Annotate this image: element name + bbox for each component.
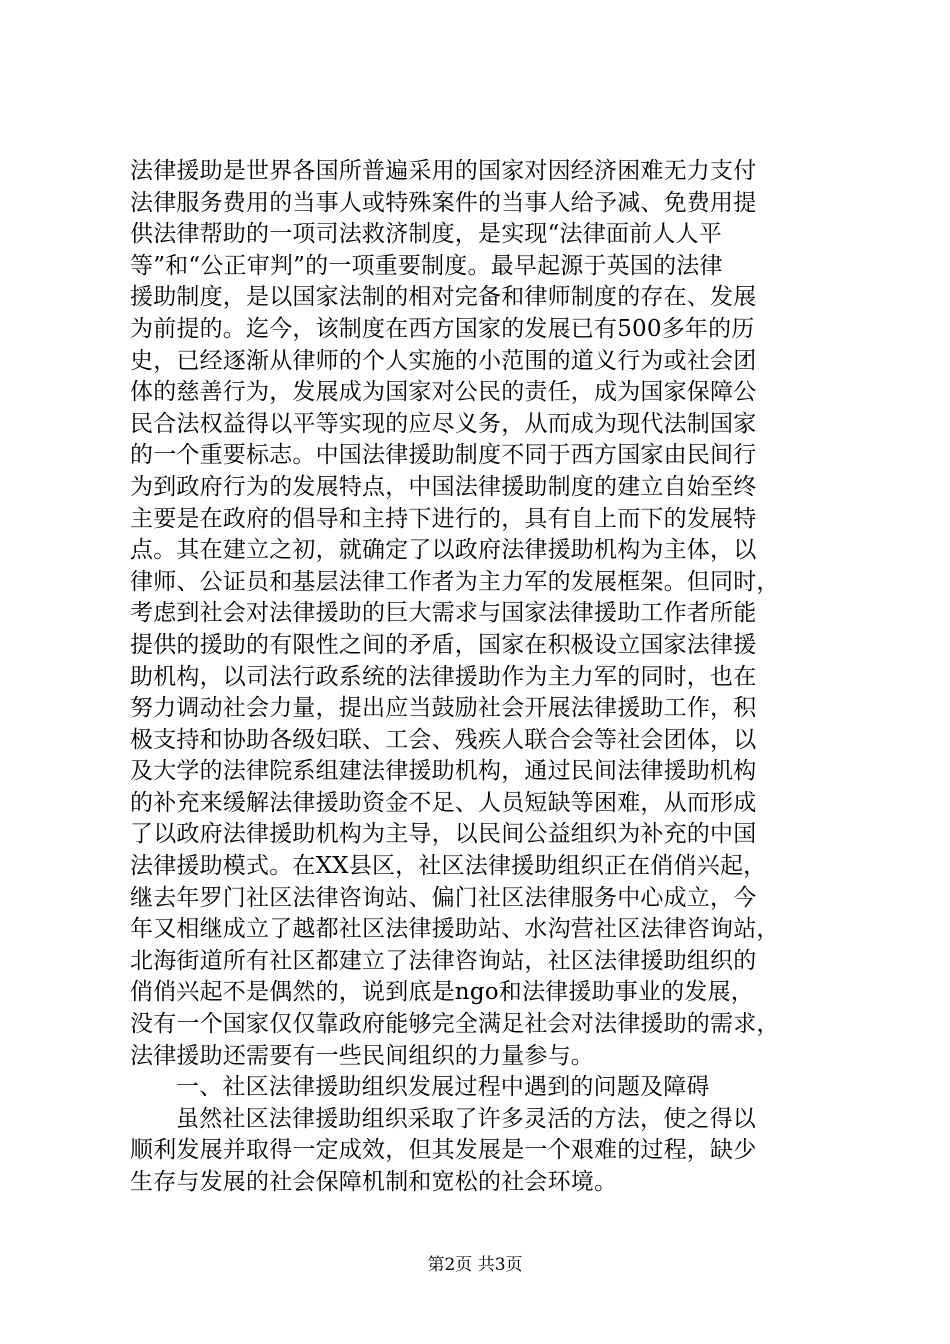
text-line: 主要是在政府的倡导和主持下进行的，具有自上而下的发展特 <box>130 505 757 532</box>
text-line: 及大学的法律院系组建法律援助机构，通过民间法律援助机构 <box>130 758 757 785</box>
paragraph-section-one <box>130 1104 830 1199</box>
text-line: 俏俏兴起不是偶然的，说到底是ngo和法律援助事业的发展， <box>130 979 754 1006</box>
text-line: 援助制度，是以国家法制的相对完备和律师制度的存在、发展 <box>130 284 757 311</box>
text-line: 提供的援助的有限性之间的矛盾，国家在积极设立国家法律援 <box>130 631 757 658</box>
text-line: 继去年罗门社区法律咨询站、偏门社区法律服务中心成立，今 <box>130 884 757 911</box>
text-line: 法律援助是世界各国所普遍采用的国家对因经济困难无力支付 <box>130 158 757 184</box>
text-line: 虽然社区法律援助组织采取了许多灵活的方法，使之得以 <box>176 1105 756 1132</box>
text-line: 考虑到社会对法律援助的巨大需求与国家法律援助工作者所能 <box>130 600 757 627</box>
text-line: 法律援助模式。在XX县区，社区法律援助组织正在俏俏兴起， <box>130 853 767 880</box>
text-line: 民合法权益得以平等实现的应尽义务，从而成为现代法制国家 <box>130 410 757 437</box>
text-line: 体的慈善行为，发展成为国家对公民的责任，成为国家保障公 <box>130 379 757 406</box>
document-body <box>130 156 830 1199</box>
text-line: 生存与发展的社会保障机制和宽松的社会环境。 <box>130 1169 618 1195</box>
paragraph-intro <box>130 156 830 1072</box>
text-line: 史，已经逐渐从律师的个人实施的小范围的道义行为或社会团 <box>130 347 757 374</box>
text-line: 北海街道所有社区都建立了法律咨询站，社区法律援助组织的 <box>130 947 757 974</box>
page-footer: 第2页 共3页 <box>427 1255 523 1275</box>
text-line: 了以政府法律援助机构为主导，以民间公益组织为补充的中国 <box>130 821 757 848</box>
text-line: 的补充来缓解法律援助资金不足、人员短缺等困难，从而形成 <box>130 789 757 816</box>
text-line: 法律服务费用的当事人或特殊案件的当事人给予减、免费用提 <box>130 189 757 216</box>
text-line: 努力调动社会力量，提出应当鼓励社会开展法律援助工作，积 <box>130 695 757 722</box>
text-line: 的一个重要标志。中国法律援助制度不同于西方国家由民间行 <box>130 442 757 469</box>
text-line: 顺利发展并取得一定成效，但其发展是一个艰难的过程，缺少 <box>130 1137 757 1164</box>
text-line: 年又相继成立了越都社区法律援助站、水沟营社区法律咨询站， <box>130 916 780 943</box>
text-line: 助机构，以司法行政系统的法律援助作为主力军的同时，也在 <box>130 663 757 690</box>
section-heading: 一、社区法律援助组织发展过程中遇到的问题及障碍 <box>176 1074 710 1101</box>
text-line: 供法律帮助的一项司法救济制度，是实现“法律面前人人平 <box>130 221 722 248</box>
text-line: 律师、公证员和基层法律工作者为主力军的发展框架。但同时， <box>130 568 780 595</box>
text-line: 为到政府行为的发展特点，中国法律援助制度的建立自始至终 <box>130 473 757 500</box>
text-line: 没有一个国家仅仅靠政府能够完全满足社会对法律援助的需求， <box>130 1011 780 1038</box>
text-line: 极支持和协助各级妇联、工会、残疾人联合会等社会团体，以 <box>130 726 757 753</box>
text-line: 为前提的。迄今，该制度在西方国家的发展已有500多年的历 <box>130 315 755 342</box>
text-line: 等”和“公正审判”的一项重要制度。最早起源于英国的法律 <box>130 252 723 279</box>
text-line: 点。其在建立之初，就确定了以政府法律援助机构为主体，以 <box>130 537 757 564</box>
text-line: 法律援助还需要有一些民间组织的力量参与。 <box>130 1042 594 1069</box>
